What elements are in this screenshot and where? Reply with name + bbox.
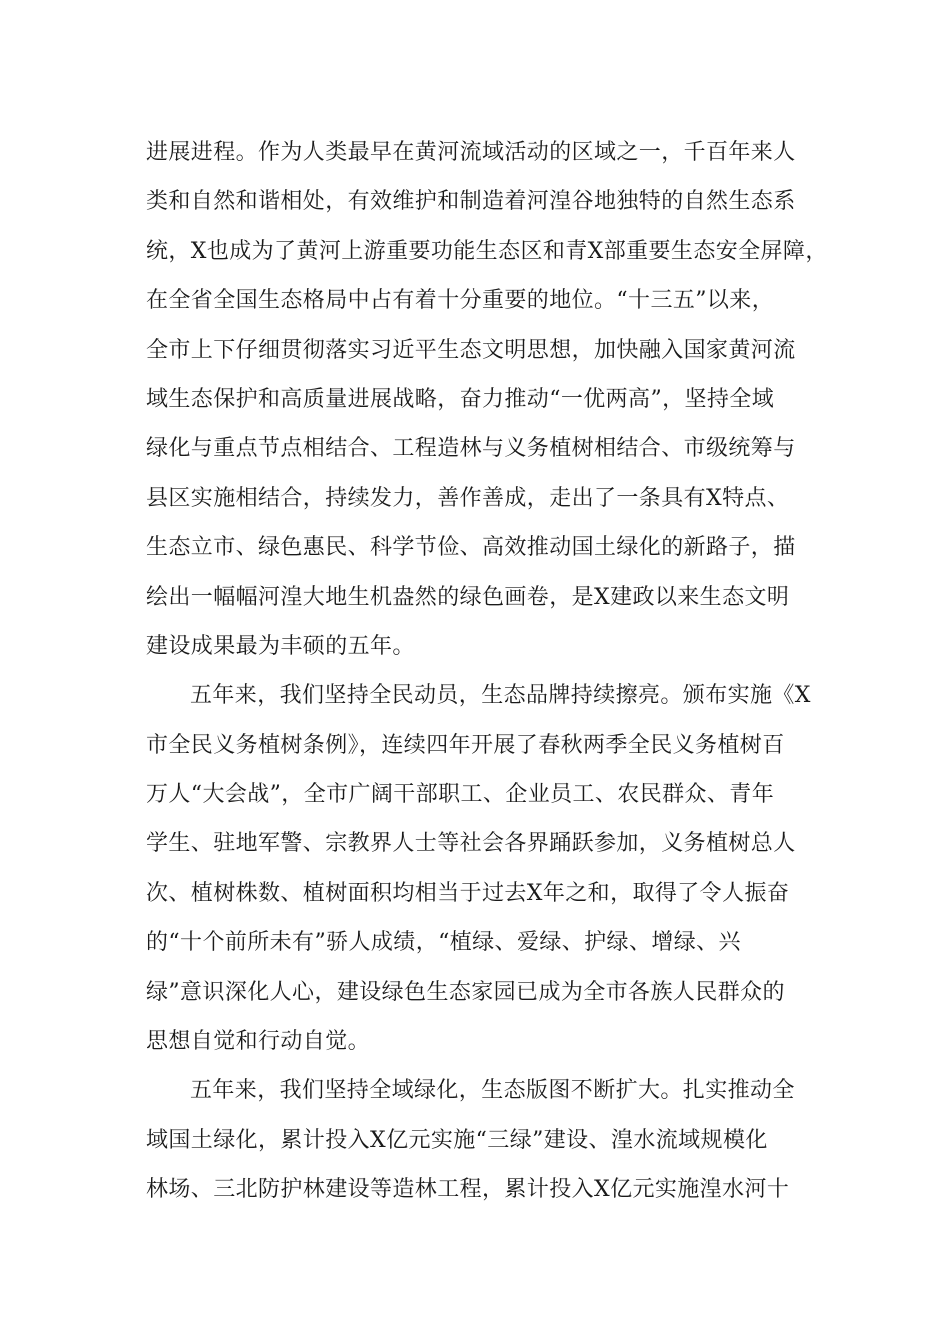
body-text bbox=[146, 128, 828, 1215]
text-line: 学生、驻地军警、宗教界人士等社会各界踊跃参加，义务植树总人 bbox=[146, 831, 796, 857]
text-line: 建设成果最为丰硕的五年。 bbox=[146, 633, 415, 659]
text-line: 域国土绿化，累计投入X亿元实施“三绿”建设、湟水流域规模化 bbox=[146, 1127, 768, 1153]
text-line: 在全省全国生态格局中占有着十分重要的地位。“十三五”以来， bbox=[146, 288, 775, 314]
text-line: 县区实施相结合，持续发力，善作善成，走出了一条具有X特点、 bbox=[146, 485, 790, 511]
text-line: 的“十个前所未有”骄人成绩，“植绿、爱绿、护绿、增绿、兴 bbox=[146, 930, 741, 956]
text-line: 绘出一幅幅河湟大地生机盎然的绿色画卷，是X建政以来生态文明 bbox=[146, 584, 790, 610]
text-line: 思想自觉和行动自觉。 bbox=[146, 1029, 371, 1055]
text-line: 万人“大会战”，全市广阔干部职工、企业员工、农民群众、青年 bbox=[146, 782, 775, 808]
text-line: 绿”意识深化人心，建设绿色生态家园已成为全市各族人民群众的 bbox=[146, 979, 785, 1005]
text-line: 域生态保护和高质量进展战略，奋力推动“一优两高”，坚持全域 bbox=[146, 386, 775, 412]
paragraph-first-line: 五年来，我们坚持全民动员，生态品牌持续擦亮。颁布实施《X bbox=[190, 683, 811, 709]
text-line: 类和自然和谐相处，有效维护和制造着河湟谷地独特的自然生态系 bbox=[146, 189, 796, 215]
paragraph-first-line: 五年来，我们坚持全域绿化，生态版图不断扩大。扎实推动全 bbox=[190, 1078, 795, 1104]
text-line: 市全民义务植树条例》，连续四年开展了春秋两季全民义务植树百 bbox=[146, 732, 785, 758]
text-line: 进展进程。作为人类最早在黄河流域活动的区域之一，千百年来人 bbox=[146, 140, 796, 165]
text-line: 林场、三北防护林建设等造林工程，累计投入X亿元实施湟水河十 bbox=[146, 1177, 790, 1203]
text-line: 统，X也成为了黄河上游重要功能生态区和青X部重要生态安全屏障， bbox=[146, 238, 828, 264]
text-line: 全市上下仔细贯彻落实习近平生态文明思想，加快融入国家黄河流 bbox=[146, 337, 796, 363]
text-line: 生态立市、绿色惠民、科学节俭、高效推动国土绿化的新路子，描 bbox=[146, 535, 796, 561]
text-line: 绿化与重点节点相结合、工程造林与义务植树相结合、市级统筹与 bbox=[146, 436, 796, 462]
text-line: 次、植树株数、植树面积均相当于过去X年之和，取得了令人振奋 bbox=[146, 880, 790, 906]
